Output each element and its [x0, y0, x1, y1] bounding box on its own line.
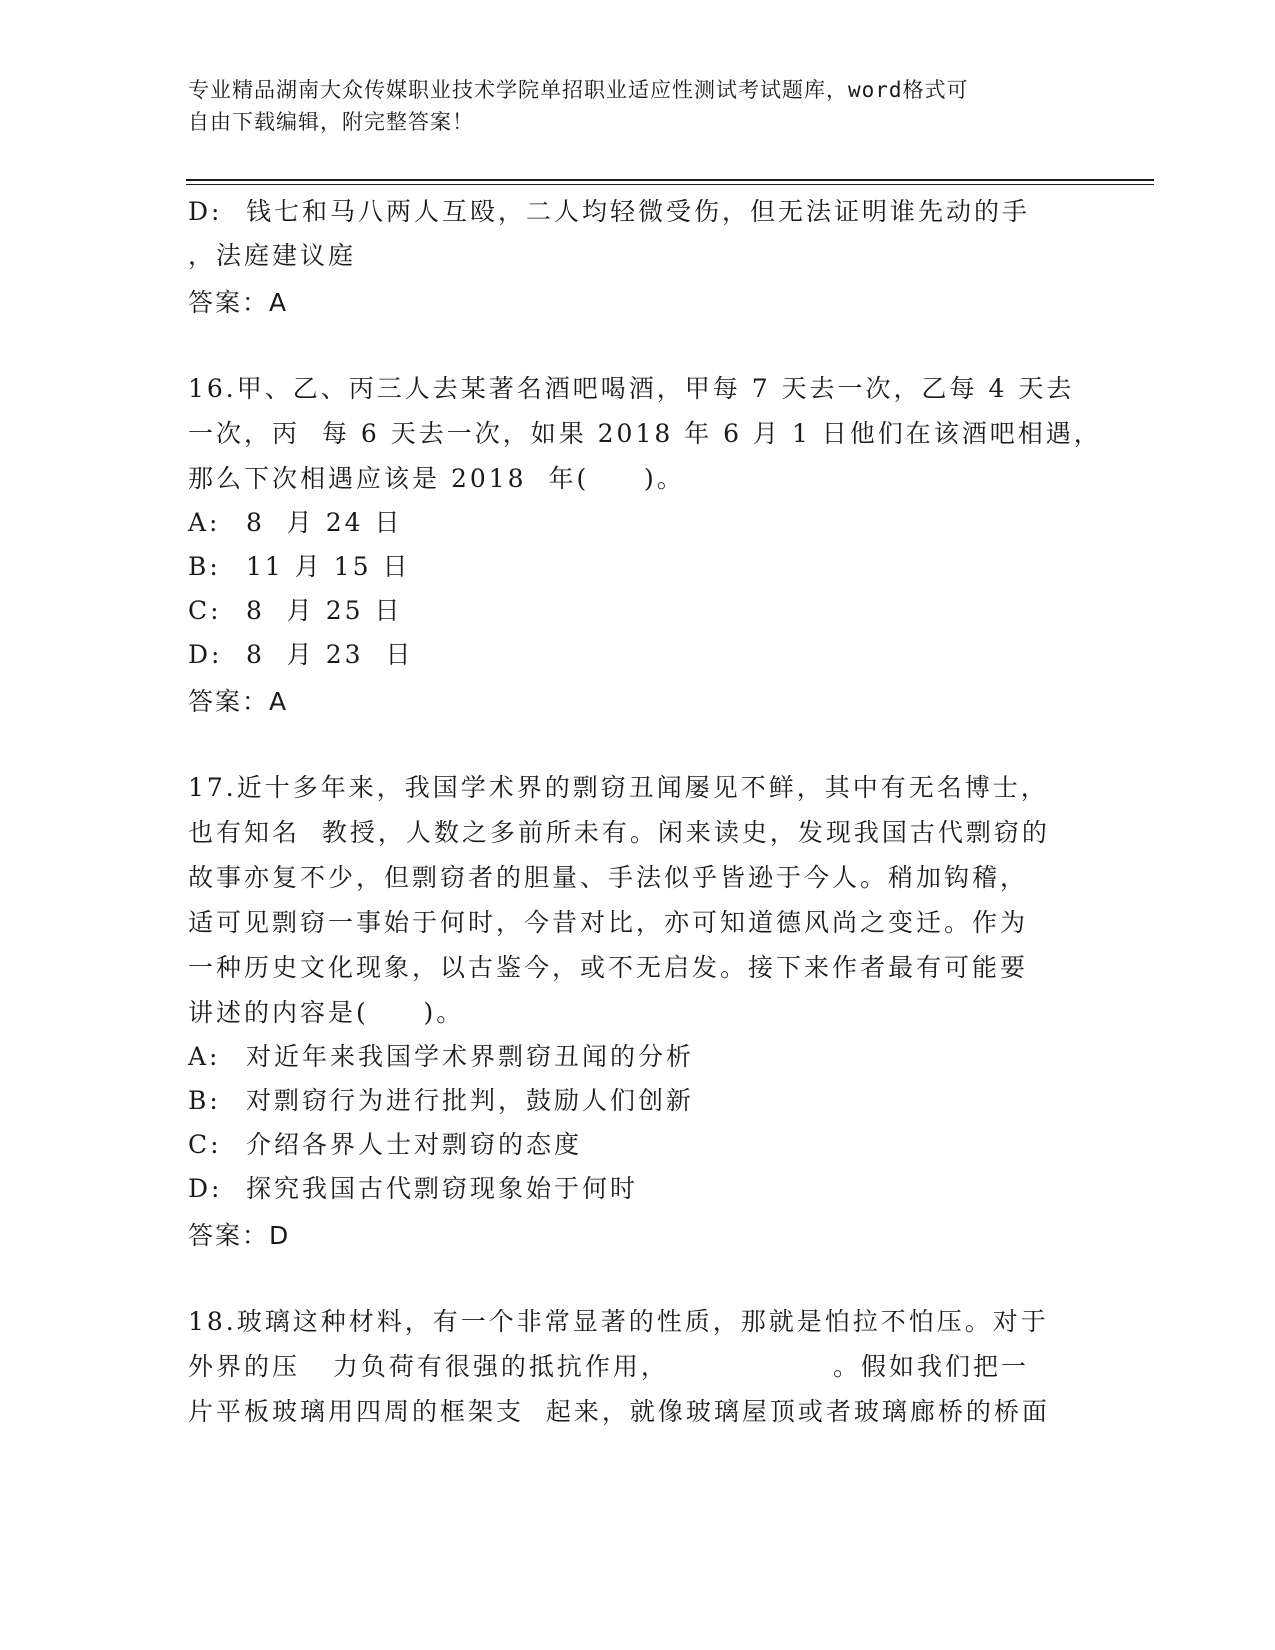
question-18: [188, 1299, 1078, 1434]
question-16: [188, 366, 1102, 727]
option-key: B:: [188, 1086, 221, 1115]
option-key: D:: [188, 1174, 223, 1203]
question-stem-line: 适可见剽窃一事始于何时，今昔对比，亦可知道德风尚之变迁。作为: [188, 908, 1029, 937]
q15-option-d-cont: ，法庭建议庭: [188, 241, 357, 270]
option-text: 探究我国古代剽窃现象始于何时: [246, 1174, 639, 1203]
question-stem-line: 也有知名 教授，人数之多前所未有。闲来读史，发现我国古代剽窃的: [188, 818, 1050, 847]
question-stem-line: 18.玻璃这种材料，有一个非常显著的性质，那就是怕拉不怕压。对于: [188, 1307, 1049, 1336]
option-d: [188, 633, 1078, 677]
option-b: [188, 545, 1078, 589]
option-text: 8 月 23 日: [246, 640, 414, 669]
option-a: [188, 1035, 1078, 1079]
header-line-1: 专业精品湖南大众传媒职业技术学院单招职业适应性测试考试题库，word格式可: [188, 78, 969, 102]
question-stem-line: 讲述的内容是( )。: [188, 998, 465, 1027]
option-key: A:: [188, 508, 221, 537]
option-d: [188, 1167, 1078, 1211]
question-17: [188, 765, 1078, 1261]
option-key: D:: [188, 640, 223, 669]
question-stem-line: 16.甲、乙、丙三人去某著名酒吧喝酒，甲每 7 天去一次，乙每 4 天去: [188, 374, 1075, 403]
header-rule-thin: [186, 184, 1154, 185]
option-text: 8 月 24 日: [246, 508, 403, 537]
q15-answer: 答案：A: [188, 288, 289, 317]
question-stem-line: 一次，丙 每 6 天去一次，如果 2018 年 6 月 1 日他们在该酒吧相遇，: [188, 419, 1102, 448]
page-header: [188, 74, 1088, 138]
question-stem-line: 故事亦复不少，但剽窃者的胆量、手法似乎皆逊于今人。稍加钩稽，: [188, 863, 1029, 892]
option-key: C:: [188, 1130, 222, 1159]
option-text: 11 月 15 日: [246, 552, 411, 581]
header-rule-thick: [186, 179, 1154, 181]
option-key: C:: [188, 596, 222, 625]
question-stem-line: 片平板玻璃用四周的框架支 起来，就像玻璃屋顶或者玻璃廊桥的桥面: [188, 1397, 1050, 1426]
question-content: [188, 190, 1102, 1434]
option-text: 对剽窃行为进行批判，鼓励人们创新: [246, 1086, 695, 1115]
option-text: 钱七和马八两人互殴，二人均轻微受伤，但无法证明谁先动的手: [246, 197, 1031, 226]
option-b: [188, 1079, 1078, 1123]
question-stem-line: 17.近十多年来，我国学术界的剽窃丑闻屡见不鲜，其中有无名博士，: [188, 773, 1049, 802]
option-c: [188, 1123, 1078, 1167]
option-key: A:: [188, 1042, 221, 1071]
option-key: D:: [188, 197, 223, 226]
header-line-2: 自由下载编辑，附完整答案！: [188, 110, 474, 134]
q16-answer: 答案：A: [188, 687, 289, 716]
option-key: B:: [188, 552, 221, 581]
question-stem-line: 外界的压 力负荷有很强的抵抗作用， 。假如我们把一: [188, 1352, 1030, 1381]
question-stem-line: 那么下次相遇应该是 2018 年( )。: [188, 464, 685, 493]
q15-option-d: [188, 190, 1078, 234]
option-c: [188, 589, 1078, 633]
option-a: [188, 501, 1078, 545]
question-stem-line: 一种历史文化现象，以古鉴今，或不无启发。接下来作者最有可能要: [188, 953, 1029, 982]
q17-answer: 答案：D: [188, 1221, 291, 1250]
option-text: 对近年来我国学术界剽窃丑闻的分析: [246, 1042, 695, 1071]
option-text: 8 月 25 日: [246, 596, 403, 625]
option-text: 介绍各界人士对剽窃的态度: [246, 1130, 583, 1159]
